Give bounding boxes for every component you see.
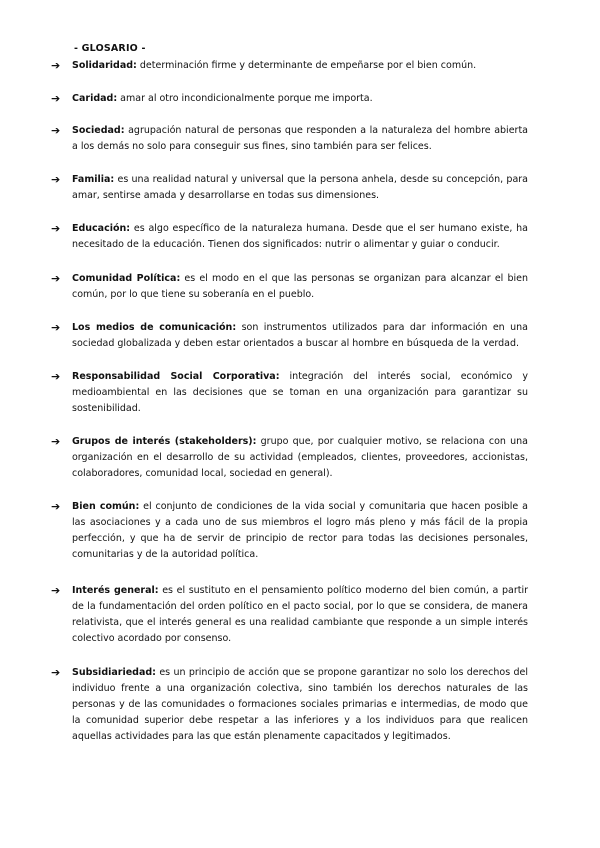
- arrow-icon: ➔: [51, 500, 61, 513]
- glossary-entry: [51, 369, 528, 417]
- glossary-entry: [51, 91, 528, 107]
- glossary-entry: [51, 583, 528, 647]
- page-title: - GLOSARIO -: [74, 43, 146, 54]
- glossary-entry: [51, 320, 528, 352]
- arrow-icon: ➔: [51, 222, 61, 235]
- entry-term: Familia:: [72, 174, 115, 185]
- entry-definition: determinación firme y determinante de empeñarse por el bien común.: [139, 60, 477, 71]
- entry-definition: el conjunto de condiciones de la vida social y comunitaria que hacen posible a las asociaciones y a cada uno de sus miembros el logro más pleno y más fácil de la propia perfección, y que ha de servir de principio de rector para todas las decisiones personales, comunitarias y de la autoridad política.: [72, 501, 528, 560]
- arrow-icon: ➔: [51, 370, 61, 383]
- entry-definition: es una realidad natural y universal que la persona anhela, desde su concepción, para amar, sentirse amada y desarrollarse en todas sus dimensiones.: [72, 174, 528, 201]
- entry-term: Comunidad Política:: [72, 273, 181, 284]
- entry-term: Sociedad:: [72, 125, 125, 136]
- glossary-entry: [51, 172, 528, 204]
- entry-term: Interés general:: [72, 585, 159, 596]
- entry-definition: integración del interés social, económico y medioambiental en las decisiones que se toman en una organización para garantizar su sostenibilidad.: [72, 371, 528, 414]
- entry-definition: amar al otro incondicionalmente porque me importa.: [120, 93, 373, 104]
- arrow-icon: ➔: [51, 321, 61, 334]
- glossary-entry: [51, 123, 528, 155]
- entry-definition: es el modo en el que las personas se organizan para alcanzar el bien común, por lo que tiene su soberanía en el pueblo.: [72, 273, 528, 300]
- entry-definition: grupo que, por cualquier motivo, se relaciona con una organización en el desarrollo de su actividad (empleados, clientes, proveedores, accionistas, colaboradores, comunidad local, sociedad en general).: [72, 436, 528, 479]
- entry-term: Bien común:: [72, 501, 140, 512]
- entry-term: Educación:: [72, 223, 131, 234]
- arrow-icon: ➔: [51, 666, 61, 679]
- glossary-entry: [51, 434, 528, 482]
- entry-definition: es algo específico de la naturaleza humana. Desde que el ser humano existe, ha necesitado de la educación. Tienen dos significados: nutrir o alimentar y guiar o conducir.: [72, 223, 528, 250]
- entry-term: Solidaridad:: [72, 60, 137, 71]
- arrow-icon: ➔: [51, 92, 61, 105]
- entry-definition: es el sustituto en el pensamiento político moderno del bien común, a partir de la fundamentación del orden político en el pacto social, por lo que se considera, de manera relativista, que el interés general es una realidad cambiante que responde a un simple interés colectivo acordado por consenso.: [72, 585, 528, 644]
- arrow-icon: ➔: [51, 173, 61, 186]
- arrow-icon: ➔: [51, 584, 61, 597]
- glossary-entry: [51, 499, 528, 563]
- arrow-icon: ➔: [51, 272, 61, 285]
- entry-definition: son instrumentos utilizados para dar información en una sociedad globalizada y deben estar orientados a buscar al hombre en búsqueda de la verdad.: [72, 322, 528, 349]
- entry-term: Responsabilidad Social Corporativa:: [72, 371, 280, 382]
- arrow-icon: ➔: [51, 59, 61, 72]
- entry-definition: es un principio de acción que se propone garantizar no solo los derechos del individuo frente a una organización colectiva, sino también los derechos naturales de las personas y de las comunidades o formaciones sociales primarias e intermedias, de modo que la comunidad superior debe respetar a las inferiores y a los individuos para que realicen aquellas actividades para las que están plenamente capacitados y legitimados.: [72, 667, 528, 742]
- entry-term: Los medios de comunicación:: [72, 322, 237, 333]
- entry-definition: agrupación natural de personas que responden a la naturaleza del hombre abierta a los demás no solo para conseguir sus fines, sino también para ser felices.: [72, 125, 528, 152]
- entry-term: Grupos de interés (stakeholders):: [72, 436, 257, 447]
- entry-term: Caridad:: [72, 93, 118, 104]
- entry-term: Subsidiariedad:: [72, 667, 156, 678]
- glossary-entry: [51, 58, 528, 74]
- glossary-entry: [51, 665, 528, 745]
- arrow-icon: ➔: [51, 124, 61, 137]
- glossary-entry: [51, 221, 528, 253]
- arrow-icon: ➔: [51, 435, 61, 448]
- glossary-entry: [51, 271, 528, 303]
